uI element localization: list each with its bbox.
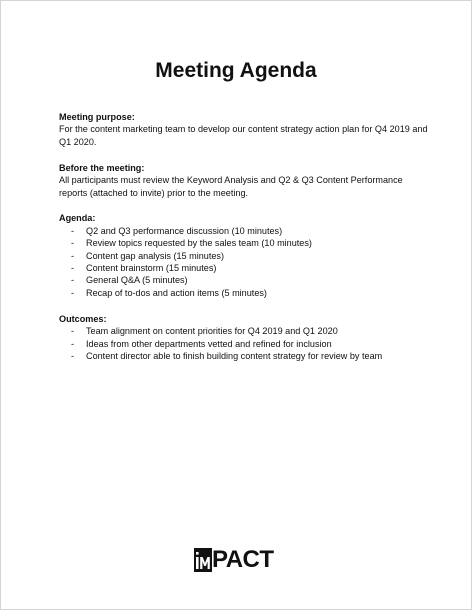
list-item xyxy=(59,262,429,274)
section-heading: Before the meeting: xyxy=(59,162,145,173)
section-outcomes xyxy=(59,313,429,363)
section-heading: Outcomes: xyxy=(59,313,107,324)
list-item-text: Recap of to-dos and action items (5 minutes) xyxy=(86,287,267,298)
list-item xyxy=(59,350,429,362)
impact-logo-mark-icon xyxy=(194,548,212,572)
section-heading: Agenda: xyxy=(59,213,96,224)
section-text: All participants must review the Keyword Analysis and Q2 & Q3 Content Performance reports (attached to invite) prior to the meeting. xyxy=(59,175,403,198)
impact-logo xyxy=(194,548,274,572)
list-item-text: Q2 and Q3 performance discussion (10 minutes) xyxy=(86,225,283,236)
list-item-text: Content director able to finish building content strategy for review by team xyxy=(86,351,383,361)
list-item xyxy=(59,274,429,286)
document-body xyxy=(59,111,429,376)
impact-logo-icon xyxy=(194,548,212,572)
list-item-text: Review topics requested by the sales team (10 minutes) xyxy=(86,238,312,249)
list-item xyxy=(59,237,429,249)
dash-bullet: - xyxy=(71,326,75,337)
list-item xyxy=(59,250,429,262)
section-heading: Meeting purpose: xyxy=(59,112,135,122)
list-item xyxy=(59,287,429,299)
list-item-text: Team alignment on content priorities for Q4 2019 and Q1 2020 xyxy=(86,326,338,337)
section-agenda xyxy=(59,212,429,299)
dash-bullet: - xyxy=(71,351,75,361)
list-item-text: Content brainstorm (15 minutes) xyxy=(86,263,217,274)
dash-bullet: - xyxy=(71,238,75,249)
list-item-text: Content gap analysis (15 minutes) xyxy=(86,250,224,261)
list-item-text: General Q&A (5 minutes) xyxy=(86,275,188,286)
outcomes-list xyxy=(59,325,429,362)
dash-bullet: - xyxy=(71,275,75,286)
dash-bullet: - xyxy=(71,250,75,261)
list-item xyxy=(59,325,429,337)
section-meeting-purpose xyxy=(59,111,429,148)
agenda-list xyxy=(59,225,429,299)
section-before-meeting xyxy=(59,162,429,199)
list-item xyxy=(59,225,429,237)
dash-bullet: - xyxy=(71,338,75,349)
dash-bullet: - xyxy=(71,287,75,298)
page-title: Meeting Agenda xyxy=(155,59,317,82)
dash-bullet: - xyxy=(71,263,75,274)
dash-bullet: - xyxy=(71,225,75,236)
section-text: For the content marketing team to develop our content strategy action plan for Q4 2019 and Q1 2020. xyxy=(59,124,428,147)
list-item-text: Ideas from other departments vetted and refined for inclusion xyxy=(86,338,332,349)
logo-wordmark: PACT xyxy=(212,546,274,573)
list-item xyxy=(59,338,429,350)
